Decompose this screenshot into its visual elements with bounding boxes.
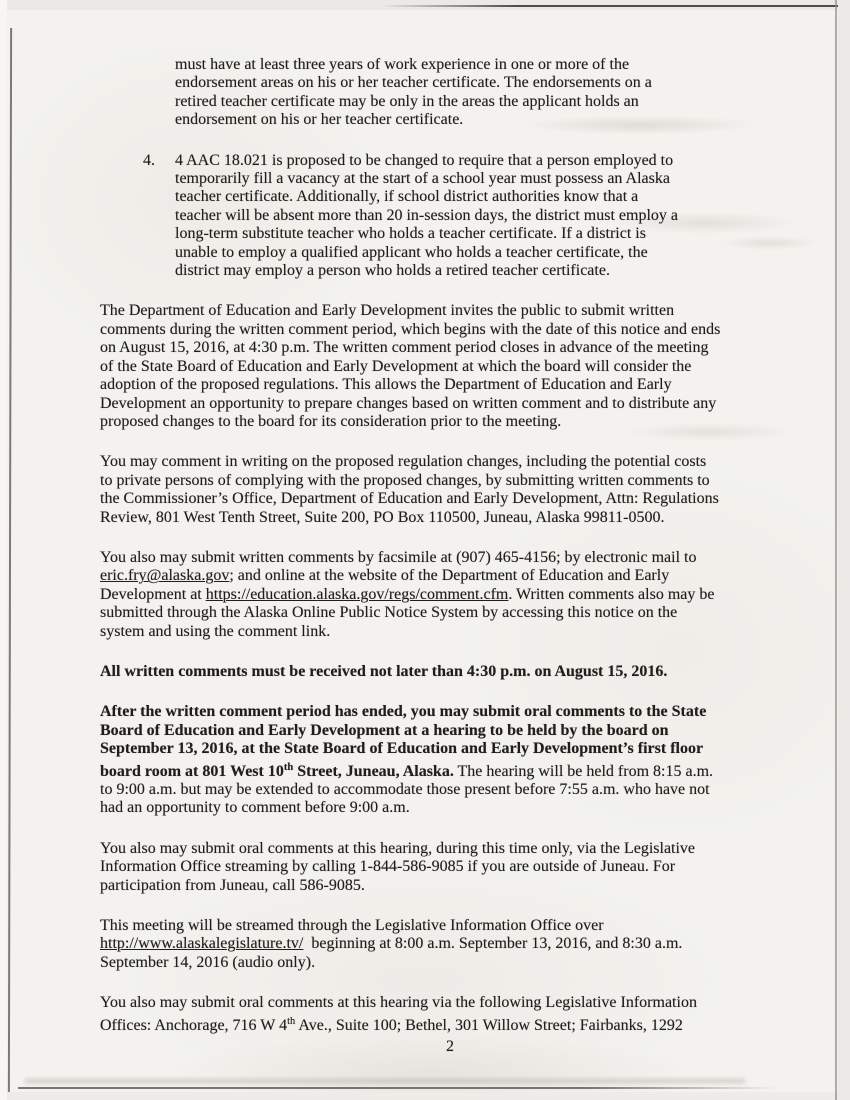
text-line: September 13, 2016, at the State Board of Education and Early Development’s first floor <box>100 740 704 758</box>
text-line: the Commissioner’s Office, Department of Education and Early Development, Attn: Regulations <box>100 490 719 508</box>
text-line: After the written comment period has ended, you may submit oral comments to the State <box>100 703 707 721</box>
text-line: Board of Education and Early Development at a hearing to be held by the board on <box>100 721 669 739</box>
scan-line-bottom <box>18 1087 778 1089</box>
text-line: This meeting will be streamed through the Legislative Information Office over <box>100 917 604 935</box>
list-marker: 4. <box>143 151 155 169</box>
underlined-link-text: https://education.alaska.gov/regs/comment.cfm <box>205 585 509 603</box>
para-submit-by-fax-email-online <box>100 549 800 641</box>
text-line: September 14, 2016 (audio only). <box>100 953 316 971</box>
underlined-link-text: eric.fry@alaska.gov <box>100 567 230 585</box>
text-line: system and using the comment link. <box>100 622 331 640</box>
text-line: You also may submit oral comments at this hearing, during this time only, via the Legislative <box>100 839 696 857</box>
text-line: Information Office streaming by calling 1-844-586-9085 if you are outside of Juneau. For <box>100 858 676 876</box>
text-line: You also may submit oral comments at this hearing via the following Legislative Information <box>100 994 697 1012</box>
text-line: unable to employ a qualified applicant who holds a teacher certificate, the <box>175 243 648 261</box>
scan-edge-left-strip <box>0 0 7 1100</box>
underlined-link-text: http://www.alaskalegislature.tv/ <box>100 935 304 953</box>
text-line: Offices: Anchorage, 716 W 4th Ave., Suite 100; Bethel, 301 Willow Street; Fairbanks, 1292 <box>100 1015 683 1034</box>
document-body <box>100 56 800 1056</box>
para-lio-offices <box>100 994 800 1035</box>
para-oral-comments-streaming <box>100 840 800 895</box>
text-line: http://www.alaskalegislature.tv/ beginning at 8:00 a.m. September 13, 2016, and 8:30 a.m. <box>100 935 683 953</box>
text-line: submitted through the Alaska Online Public Notice System by accessing this notice on the <box>100 604 678 622</box>
text-line: Review, 801 West Tenth Street, Suite 200, PO Box 110500, Juneau, Alaska 99811-0500. <box>100 508 665 526</box>
para-deadline <box>100 663 800 681</box>
page-number: 2 <box>446 1038 454 1056</box>
text-line: long-term substitute teacher who holds a teacher certificate. If a district is <box>175 225 646 243</box>
para-meeting-streamed <box>100 917 800 972</box>
scan-smudge-bottom <box>25 1079 745 1083</box>
text-line: district may employ a person who holds a retired teacher certificate. <box>175 262 610 280</box>
item-4 <box>100 152 800 281</box>
text-line: to 9:00 a.m. but may be extended to accommodate those present before 7:55 a.m. who have not <box>100 781 710 798</box>
text-line: endorsement areas on his or her teacher certificate. The endorsements on a <box>175 74 652 92</box>
scan-edge-right-strip <box>838 0 850 1100</box>
text-line: teacher certificate. Additionally, if school district authorities know that a <box>175 188 639 206</box>
para-written-comment-invitation <box>100 302 800 431</box>
text-line: board room at 801 West 10th Street, Juneau, Alaska. The hearing will be held from 8:15 a.m. <box>100 761 714 780</box>
text-line: must have at least three years of work experience in one or more of the <box>175 56 630 73</box>
text-line: 4 AAC 18.021 is proposed to be changed to require that a person employed to <box>175 151 674 169</box>
text-line: teacher will be absent more than 20 in-session days, the district must employ a <box>175 206 678 224</box>
text-line: endorsement on his or her teacher certificate. <box>175 111 464 129</box>
text-line: adoption of the proposed regulations. This allows the Department of Education and Early <box>100 376 672 394</box>
para-how-to-comment-writing <box>100 453 800 527</box>
text-line: to private persons of complying with the proposed changes, by submitting written comments to <box>100 471 710 489</box>
text-line: of the State Board of Education and Early Development at which the board will consider the <box>100 357 692 375</box>
scan-line-left <box>8 28 12 1092</box>
para-oral-comments-hearing <box>100 703 800 817</box>
text-line: Development at https://education.alaska.gov/regs/comment.cfm. Written comments also may be <box>100 585 715 603</box>
text-line: You may comment in writing on the proposed regulation changes, including the potential costs <box>100 453 707 471</box>
text-line: You also may submit written comments by facsimile at (907) 465-4156; by electronic mail to <box>100 548 697 566</box>
text-line: All written comments must be received not later than 4:30 p.m. on August 15, 2016. <box>100 662 668 680</box>
text-line: on August 15, 2016, at 4:30 p.m. The written comment period closes in advance of the meeting <box>100 339 709 357</box>
text-line: participation from Juneau, call 586-9085. <box>100 876 365 894</box>
text-line: comments during the written comment period, which begins with the date of this notice and ends <box>100 320 721 338</box>
text-line: Development an opportunity to prepare changes based on written comment and to distribute any <box>100 394 717 412</box>
text-line: eric.fry@alaska.gov; and online at the website of the Department of Education and Early <box>100 567 670 585</box>
scan-line-top <box>380 5 838 7</box>
text-line: The Department of Education and Early Development invites the public to submit written <box>100 302 675 320</box>
scan-line-right <box>835 0 837 1100</box>
text-line: had an opportunity to comment before 9:00 a.m. <box>100 799 410 817</box>
text-line: temporarily fill a vacancy at the start of a school year must possess an Alaska <box>175 170 670 188</box>
item-3-continuation <box>100 56 800 130</box>
scan-edge-bottom-band <box>0 1092 850 1100</box>
text-line: proposed changes to the board for its consideration prior to the meeting. <box>100 412 562 430</box>
text-line: retired teacher certificate may be only in the areas the applicant holds an <box>175 92 639 110</box>
